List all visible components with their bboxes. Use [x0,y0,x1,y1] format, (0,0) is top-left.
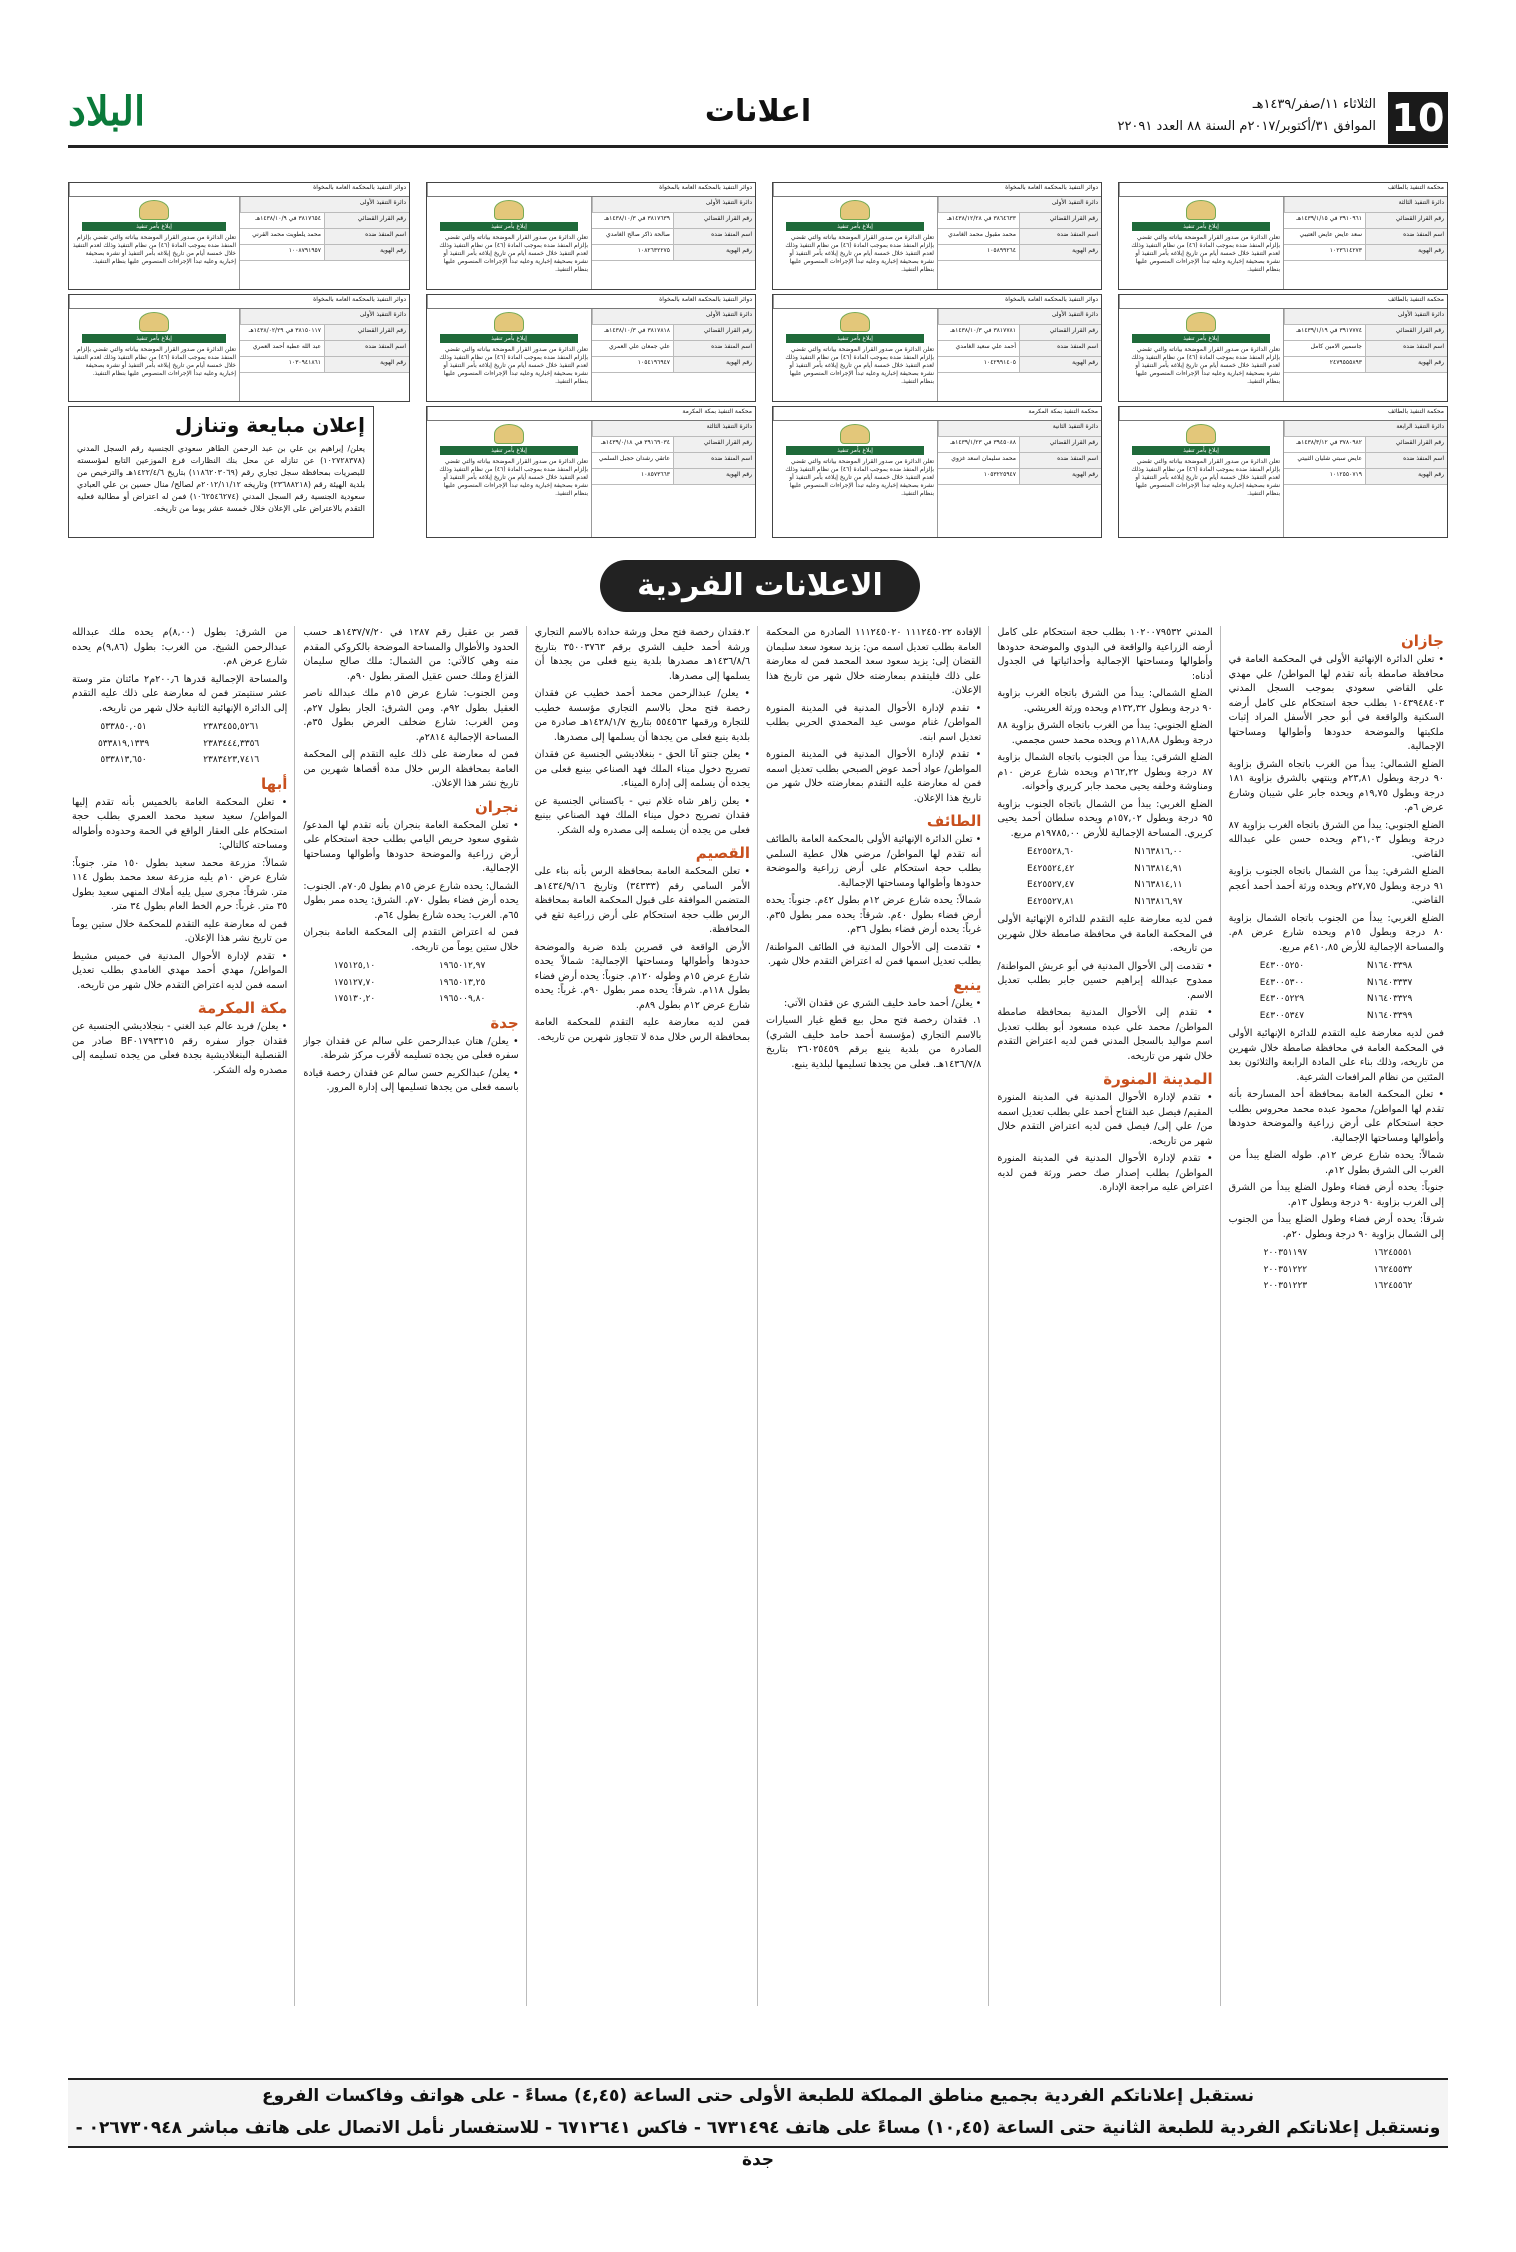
region-heading: ينبع [953,975,982,994]
coordinate-cell: ١٦٢٤٥٥٥١ [1373,1248,1413,1258]
coordinate-cell: ١٩٦٥٠١٣,٢٥ [438,977,486,988]
notice-id-number: ١٠٠٨٧٩١٩٥٧ [288,247,321,254]
ministry-seal-icon [494,312,524,332]
coordinate-cell: ١٦٢٤٥٥٣٢ [1373,1264,1413,1275]
ministry-seal-icon [840,424,870,444]
notice-circuit: دائرة التنفيذ الثالثة [592,421,755,436]
notice-circuit: دائرة التنفيذ الأولى [1284,309,1447,324]
coordinate-cell: ١٩٦٥٠٠٩,٨٠ [438,994,486,1004]
newspaper-logo: البلاد [68,88,146,135]
ministry-seal-icon [1186,200,1216,220]
table-row [303,958,518,975]
notice-case-label: رقم القرار القضائي [1019,437,1101,452]
coordinate-cell: ٢٠٠٣٥١٢٢٣ [1263,1281,1308,1291]
notice-case-label: رقم القرار القضائي [1365,437,1447,452]
notice-id-number: ١٠٥٤١٩٦٩٤٧ [637,359,670,366]
notice-circuit: دائرة التنفيذ الأولى [240,309,409,324]
notice-court: دوائر التنفيذ بالمحكمة العامة بالمخواة [69,295,409,308]
notice-name-label: اسم المنفذ ضده [324,229,409,244]
notice-table [239,197,409,289]
classifieds-column [993,626,1216,2006]
classified-paragraph: الضلع الشمالي: يبدأ من الشرق باتجاه الغرب بزاوية ٩٠ درجة وبطول ١٣٢,٣٢م ويحده ورثة العريشي. [997,688,1213,714]
classified-paragraph: • تقدم لإدارة الأحوال المدنية في المدينة المنورة المواطن/ عواد أحمد عوض الصبحي بطلب تعديل اسمه فمن له معارضة عليه التقدم بمعارضته خلال شهر من تاريخ هذا الإعلان. [766,749,982,804]
ministry-seal-icon [840,200,870,220]
notice-header [69,183,409,197]
notice-id-number: ١٠٤٢٩٩١٤٠٥ [983,359,1016,366]
transfer-announcement [68,406,374,538]
notice-seal-caption: إبلاغ بأمر تنفيذ [786,446,924,455]
notice-defendant-name: محمد يلطويت محمد القرني [252,231,321,238]
notice-id-number: ١٠٣٠٩٤١٨٦١ [288,359,321,366]
coordinate-cell: ١٧٥١٣٠,٢٠ [333,994,376,1004]
notice-id-label: رقم الهوية [673,469,755,484]
notice-id-label: رقم الهوية [324,245,409,260]
classified-paragraph: الإفادة ١١١٢٤٥٠٢٢ ١١١٢٤٥٠٢٠ الصادرة من المحكمة العامة بطلب تعديل اسمه من: يزيد سعود سعد سليمان القضان إلى: يزيد سعود سعد المحمد فمن له معارضة على ذلك فليتقدم بمعارضته خلال شهر من تاريخ هذا الإعلان. [766,627,982,696]
ministry-seal-icon [1186,424,1216,444]
notice-id-label: رقم الهوية [673,357,755,372]
notice-seal-caption: إبلاغ بأمر تنفيذ [786,334,924,343]
notice-id-label: رقم الهوية [1019,245,1101,260]
region-heading: مكة المكرمة [197,999,288,1017]
notice-seal-caption: إبلاغ بأمر تنفيذ [786,222,924,231]
notice-body-text: تعلن الدائرة من صدور القرار الموضحة بياناته والتي تقضي بإلزام المنفذ ضده بموجب المادة (٤٦) من نظام التنفيذ وذلك لعدم التنفيذ خلال خمسة أيام من تاريخ إبلاغه بأمر التنفيذ أو نشره بصحيفة إخبارية وعليه تبدأ الإجراءات المنصوص عليها بنظام التنفيذ. [439,234,588,273]
notice-case-label: رقم القرار القضائي [1365,213,1447,228]
notice-seal-caption: إبلاغ بأمر تنفيذ [1132,334,1270,343]
notice-case-number: ٣٨١٧٦٥٤ في ١٤٣٨/١٠/٩هـ [255,215,321,222]
classified-paragraph: ومن الجنوب: شارع عرض ١٥م ملك عبدالله ناصر العقيل بطول ٩٢م. ومن الشرق: الجار بطول ٢٧م. ومن الغرب: شارع ضخلف العرض بطول ٣٥م. المساحة الإجمالية ٢٨١٤م. [303,688,519,743]
classified-paragraph: • تعلن المحكمة العامة بمحافظة أحد المسارحة بأنه تقدم لها المواطن/ محمود عبده محمد محروس بطلب حجة استحكام على أرض زراعية والموضحة حدودها وأطوالها ومساحتها الإجمالية. [1228,1089,1444,1144]
coordinate-cell: ٢٣٨٣٤٢٣,٧٤١٦ [203,755,260,765]
classified-paragraph: الضلع الغربي: يبدأ من الشمال باتجاه الجنوب بزاوية ٩٥ درجة وبطول ١٥٧,٠٢م ويحده سلطان أحمد يحيى كريري. المساحة الإجمالية للأرض ١٩٧٨٥,٠٠م مربع. [997,798,1213,839]
footer-line-2: ونستقبل إعلاناتكم الفردية للطبعة الثانية حتى الساعة (١٠,٤٥) مساءً على هاتف ٦٧٣١٤٩٤ - فاكس ٦٧١٢٦٤١ - للاستفسار نأمل الاتصال على هاتف مباشر ٠٢٦٧٣٠٩٤٨ - جدة [75,2118,1441,2170]
table-row [1229,991,1444,1008]
notice-court: محكمة التنفيذ بمكة المكرمة [773,407,1101,420]
ministry-seal-icon [139,312,169,332]
coordinate-cell: N١٦٣٨١٤,٩١ [1134,863,1183,874]
page-number: 10 [1388,92,1448,144]
notice-court: دوائر التنفيذ بالمحكمة العامة بالمخواة [773,295,1101,308]
classifieds-column [531,626,754,2006]
notice-id-number: ١٠٥٣٢٢٥٩٤٧ [983,471,1016,478]
coordinate-cell: E٤٢٥٥٢٧,٨١ [1027,896,1075,907]
notice-court: محكمة التنفيذ بالطائف [1119,183,1447,196]
notice-defendant-name: صالحة ذاكر صالح الغامدي [606,231,670,238]
notice-seal-caption: إبلاغ بأمر تنفيذ [82,334,226,343]
execution-notice [772,294,1102,402]
coordinate-cell: E٤٢٥٥٢٨,٦٠ [1027,847,1075,857]
notice-court: محكمة التنفيذ بالطائف [1119,407,1447,420]
notice-body-text: تعلن الدائرة من صدور القرار الموضحة بياناته والتي تقضي بإلزام المنفذ ضده بموجب المادة (٤٦) من نظام التنفيذ وذلك لعدم التنفيذ خلال خمسة أيام من تاريخ إبلاغه بأمر التنفيذ أو نشره بصحيفة إخبارية وعليه تبدأ الإجراءات المنصوص عليها بنظام التنفيذ. [785,458,934,497]
coordinate-cell: ٥٣٣٨١٩,١٣٣٩ [97,738,150,749]
execution-notice [1118,182,1448,290]
coordinate-cell: N١٦٤٠٣٣٢٩ [1366,994,1413,1004]
issue-date-hijri: الثلاثاء ١١/صفر/١٤٣٩هـ [1252,97,1376,112]
notice-id-label: رقم الهوية [1019,357,1101,372]
coordinate-cell: E٤٣٠٠٥٣٤٧ [1259,1010,1305,1021]
notice-case-label: رقم القرار القضائي [1019,325,1101,340]
coordinate-cell: N١٦٣٨١٦,٩٧ [1134,896,1183,907]
table-row [1229,1245,1444,1262]
notice-defendant-name: محمد سليمان اسعد غزوي [951,455,1016,462]
classified-paragraph: من الشرق: بطول (٨,٠٠)م يحده ملك عبدالله عبدالرحمن الشيخ. من الغرب: بطول (٩,٨٦)م يحده شارع عرض ٨م. [72,627,288,667]
notice-header [1119,407,1447,421]
table-row [72,752,287,769]
classified-paragraph: المدني ١٠٢٠٠٧٩٥٣٢ بطلب حجة استحكام على كامل أرضه الزراعية والواقعة في البدوي والموضحة حدودها وأطوالها ومساحتها الإجمالية وأحداثياتها في الجدول أدناه: [997,627,1213,682]
notice-table [1283,309,1447,401]
classified-paragraph: • يعلن جنتو آنا الحق - بنغلاديشي الجنسية عن فقدان تصريح دخول ميناء الملك فهد الصناعي بينبع فعلى من يجده أن يسلمه إلى إدارة الميناء. [534,749,750,789]
notice-body-text: تعلن الدائرة من صدور القرار الموضحة بياناته والتي تقضي بإلزام المنفذ ضده بموجب المادة (٤٦) من نظام التنفيذ وذلك لعدم التنفيذ خلال خمسة أيام من تاريخ إبلاغه بأمر التنفيذ أو نشره بصحيفة إخبارية وعليه تبدأ الإجراءات المنصوص عليها بنظام التنفيذ. [1131,234,1280,273]
notice-court: دوائر التنفيذ بالمحكمة العامة بالمخواة [773,183,1101,196]
classifieds-column [762,626,985,2006]
transfer-text: يعلن/ إبراهيم بن علي بن عبد الرحمن الطاهر سعودي الجنسية رقم السجل المدني (١٠٢٧٢٨٣٧٨) عن تنازله عن محل بنك النظارات فرع الموزعين التابع لمؤسسته للبصريات بمحافظة سجل تجاري رقم (١١٨٦٢٠٣٠٦٩) بتاريخ ١٤٢٢/٤/٦هـ والترخيص من بلدية الهيئة رقم (٢٣٦٨٨٢١٨) وتاريخه ٢٠١٢/١١/١٢م لصالح/ منال حسين بن علي العبادي سعودية الجنسية رقم السجل المدني (١٠٦٢٥٤٦٢٧٤) فمن له اعتراض أو مطالبة فعليه التقدم بالاعتراض على الإعلان خلال خمسة عشر يوما من تاريخه. [77,444,365,513]
coordinate-cell: ٢٠٠٣٥١٢٢٢ [1263,1264,1308,1275]
coordinate-cell: ١٩٦٥٠١٢,٩٧ [438,961,486,971]
classified-paragraph: • تقدم لإدارة الأحوال المدنية في خميس مشيط المواطن/ مهدي أحمد مهدي الغامدي بطلب تعديل اسمه فمن لديه اعتراض التقدم خلال شهر من تاريخه. [72,950,288,991]
notice-court: محكمة التنفيذ بالطائف [1119,295,1447,308]
coordinate-cell: ٥٣٣٨١٣,٦٥٠ [100,755,147,765]
notice-seal-caption: إبلاغ بأمر تنفيذ [1132,446,1270,455]
notice-circuit: دائرة التنفيذ الرابعة [1284,421,1447,436]
table-row [303,975,518,992]
region-heading: القصيم [695,844,750,862]
notice-id-number: ٢٤٧٩٥٥٥٨٩٣ [1329,359,1362,366]
coordinate-cell: ٥٣٣٨٥٠,٠٥١ [100,722,147,732]
coordinate-cell: N١٦٣٨١٦,٠٠ [1134,847,1183,857]
table-row [1229,1262,1444,1279]
table-row [72,736,287,753]
notice-case-number: ٣٧٨٠٩٨٢ في ١٤٣٨/٣/١٢هـ [1296,439,1362,446]
classified-paragraph: • يعلن/ عبدالكريم حسن سالم عن فقدان رخصة قيادة باسمه فعلى من يجدها تسليمها إلى إدارة المرور. [303,1067,519,1093]
classified-paragraph: الضلع الجنوبي: يبدأ من الشرق باتجاه الغرب بزاوية ٨٧ درجة وبطول ٣١,٠٣م ويحده حسن علي عبدالله القاضي. [1228,819,1444,860]
classified-paragraph: • يعلن زاهر شاه غلام نبي - باكستاني الجنسية عن فقدان تصريح دخول ميناء الملك فهد الصناعي بينبع فعلى من يجده أن يسلمه إلى مصدره وله الشكر. [534,795,750,836]
notice-table [937,421,1101,537]
notice-case-label: رقم القرار القضائي [673,213,755,228]
notice-id-label: رقم الهوية [1365,357,1447,372]
notice-name-label: اسم المنفذ ضده [1019,453,1101,468]
notice-name-label: اسم المنفذ ضده [1365,229,1447,244]
notice-case-label: رقم القرار القضائي [1365,325,1447,340]
notice-body-text: تعلن الدائرة من صدور القرار الموضحة بياناته والتي تقضي بإلزام المنفذ ضده بموجب المادة (٤٦) من نظام التنفيذ وذلك لعدم التنفيذ خلال خمسة أيام من تاريخ إبلاغه بأمر التنفيذ أو نشره بصحيفة إخبارية وعليه تبدأ الإجراءات المنصوص عليها بنظام التنفيذ. [1131,346,1280,385]
region-heading: جازان [1400,632,1444,650]
notice-header [69,295,409,309]
notice-seal-caption: إبلاغ بأمر تنفيذ [1132,222,1270,231]
notice-circuit: دائرة التنفيذ الأولى [240,197,409,212]
table-row [1229,1278,1444,1295]
notice-table [937,309,1101,401]
notice-seal-caption: إبلاغ بأمر تنفيذ [440,446,578,455]
execution-notice [772,182,1102,290]
region-heading: نجران [474,797,519,816]
classified-paragraph: شرقاً: يحده أرض فضاء وطول الضلع يبدأ من الجنوب إلى الشمال بزاوية ٩٠ درجة وبطول ٢٠م. [1228,1214,1444,1240]
notice-name-label: اسم المنفذ ضده [673,453,755,468]
classified-paragraph: • يعلن/ عبدالرحمن محمد أحمد خطيب عن فقدان رخصة فتح محل بالاسم التجاري مؤسسة خطيب للتجارة ورقمها ٥٥٤٥٦٣ بتاريخ ١٤٢٨/١/٧هـ صادرة من بلدية ينبع فعلى من يجدها أن يسلمها إلى مصدرها. [534,688,750,743]
region-heading: جدة [490,1013,519,1032]
notice-table [591,309,755,401]
classified-paragraph: شمالاً: يحده شارع عرض ١٢م. طوله الضلع يبدأ من الغرب الى الشرق بطول ١٢م. [1228,1150,1444,1176]
region-heading: أبها [261,774,288,793]
issue-date-gregorian: الموافق ٣١/أكتوبر/٢٠١٧م السنة ٨٨ العدد ٢٢٠٩١ [1117,119,1376,134]
classified-paragraph: شمالاً: يحده شارع عرض ١٢م بطول ٤٢م. جنوباً: يحده أرض فضاء بطول ٤٠م. شرقاً: يحده ممر بطول ٣٥م. غرباً: يحده أرض فضاء بطول ٣٦م. [766,895,982,935]
section-title: اعلانات [704,94,812,129]
coordinate-cell: E٤٣٠٠٥٢٥٠ [1259,961,1305,971]
classified-paragraph: الضلع الشمالي: يبدأ من الغرب باتجاه الشرق بزاوية ٩٠ درجة وبطول ٢٣,٨١م وينتهي بالشرق بزاوية ١٨١ درجة وبطول ١٩,٧٥م ويحده جابر علي شيبان وشارع عرض ٦م. [1228,758,1444,813]
coordinate-cell: ١٧٥١٢٥,١٠ [333,961,376,971]
notice-circuit: دائرة التنفيذ الأولى [938,309,1101,324]
notice-name-label: اسم المنفذ ضده [1019,229,1101,244]
notice-id-label: رقم الهوية [673,245,755,260]
classified-paragraph: الضلع الجنوبي: يبدأ من الغرب باتجاه الشرق بزاوية ٨٨ درجة وبطول ١١٨,٨٨م ويحده محمد حسن مجممي. [997,720,1213,746]
region-heading: المدينة المنورة [1103,1070,1213,1088]
classified-paragraph: والمساحة الإجمالية قدرها ٢٠٠٫٦م٢ مائتان متر وستة عشر سنتيمتر فمن له معارضة على ذلك عليه التقدم إلى الدائرة الإنهائية الثانية خلال شهر من تاريخه. [72,673,288,714]
column-rule [526,626,527,2006]
notice-body-text: تعلن الدائرة من صدور القرار الموضحة بياناته والتي تقضي بإلزام المنفذ ضده بموجب المادة (٤٦) من نظام التنفيذ وذلك لعدم التنفيذ خلال خمسة أيام من تاريخ إبلاغه بأمر التنفيذ أو نشره بصحيفة إخبارية وعليه تبدأ الإجراءات المنصوص عليها بنظام التنفيذ. [72,346,236,377]
execution-notice [426,182,756,290]
notice-case-number: ٣٩١٧٧٧٤ في ١٤٣٩/١/١٩هـ [1296,327,1362,334]
notice-case-number: ٣٨١٧٨١٨ في ١٤٣٨/١٠/٣هـ [604,327,670,334]
notice-court: دوائر التنفيذ بالمحكمة العامة بالمخواة [69,183,409,196]
masthead [68,88,1448,148]
coordinate-cell: ١٧٥١٢٧,٧٠ [333,977,376,988]
notice-case-number: ٣٨١٧٦٣٩ في ١٤٣٨/١٠/٣هـ [604,215,670,222]
notice-name-label: اسم المنفذ ضده [673,341,755,356]
classified-paragraph: فمن لديه معارضة عليه التقدم للدائرة الإنهائية الأولى في المحكمة العامة في محافظة صامطة خلال شهرين من تاريخه. [997,914,1213,954]
notice-seal-caption: إبلاغ بأمر تنفيذ [440,334,578,343]
coordinate-cell: ١٦٢٤٥٥٦٢ [1373,1281,1413,1291]
notice-id-number: ١٠٥٨٩٩٢٦٤ [986,247,1016,254]
coordinate-cell: E٤٣٠٠٥٢٢٩ [1259,994,1305,1004]
notice-case-number: ٣٨١٥٠١١٧ في ١٤٣٨/٠٢/٢٩هـ [248,327,321,334]
notice-body-text: تعلن الدائرة من صدور القرار الموضحة بياناته والتي تقضي بإلزام المنفذ ضده بموجب المادة (٤٦) من نظام التنفيذ وذلك لعدم التنفيذ خلال خمسة أيام من تاريخ إبلاغه بأمر التنفيذ أو نشره بصحيفة إخبارية وعليه تبدأ الإجراءات المنصوص عليها بنظام التنفيذ. [1131,458,1280,497]
notice-id-number: ١٠٨٢٦٣٢٢٧٥ [637,247,670,254]
table-row [997,877,1212,894]
region-heading: الطائف [926,812,982,830]
ministry-seal-icon [139,200,169,220]
notice-defendant-name: عايض سبتي شليان الثبيتي [1297,455,1362,462]
notice-case-number: ٣٩١٠٩٦١ في ١٤٣٩/١/١٥هـ [1296,215,1362,222]
notice-defendant-name: أحمد علي سعيد الغامدي [955,343,1016,350]
classified-paragraph: ٢.فقدان رخصة فتح محل ورشة حدادة بالاسم التجاري ورشة أحمد خليف الشري برقم ٣٥٠٠٣٧٦٣ بتاريخ ١٤٣٦/٨/٦هـ مصدرها بلدية ينبع فعلى من يجدها أن يسلمها إلى مصدرها. [534,627,750,682]
classified-paragraph: فمن له معارضة عليه التقدم للمحكمة خلال ستين يوماً من تاريخ نشر هذا الإعلان. [72,918,288,944]
notice-body-text: تعلن الدائرة من صدور القرار الموضحة بياناته والتي تقضي بإلزام المنفذ ضده بموجب المادة (٤٦) من نظام التنفيذ وذلك لعدم التنفيذ خلال خمسة أيام من تاريخ إبلاغه بأمر التنفيذ أو نشره بصحيفة إخبارية وعليه تبدأ الإجراءات المنصوص عليها بنظام التنفيذ. [439,346,588,385]
notice-court: دوائر التنفيذ بالمحكمة العامة بالمخواة [427,183,755,196]
coordinate-cell: E٤٢٥٥٢٤,٤٢ [1027,863,1075,874]
execution-notice [68,182,410,290]
notice-table [1283,421,1447,537]
classifieds-column [299,626,522,2006]
classified-paragraph: • تعلن الدائرة الإنهائية الأولى في المحكمة العامة في محافظة صامطة بأنه تقدم لها المواطن/ علي مهدي علي القاضي سعودي بموجب السجل المدني ١٠٤٣٩٤٨٤٠٣ بطلب حجة استحكام على كامل أرضه السكنية والواقعة في أبو حجر الأسفل المراد إثبات ملكيتها والموضحة حدودها وأطوالها ومساحتها الإجمالية. [1228,654,1444,752]
notice-seal-caption: إبلاغ بأمر تنفيذ [82,222,226,231]
classifieds-column [1225,626,1448,2006]
notice-table [239,309,409,401]
coordinate-cell: ٢٣٨٣٤٥٥,٥٢٦١ [203,722,260,732]
coordinate-cell: E٤٢٥٥٢٧,٤٧ [1027,880,1075,890]
notice-case-label: رقم القرار القضائي [324,213,409,228]
classified-paragraph: ١. فقدان رخصة فتح محل بيع قطع غيار السيارات بالاسم التجاري (مؤسسة أحمد حامد خليف الشري) الصادرة من بلدية ينبع برقم ٣٦٠٢٥٤٥٩ بتاريخ ١٤٣٦/٧/٨هـ. فعلى من يجدها تسليمها لبلدية ينبع. [766,1015,982,1070]
table-row [303,991,518,1008]
column-rule [1220,626,1221,2006]
classified-paragraph: فمن لديه معارضة عليه التقدم للدائرة الإنهائية الأولى في المحكمة العامة في محافظة صامطة خلال شهرين من تاريخه، وذلك بناء على المادة الرابعة والثلاثون بعد المئتين من نظام المرافعات الشرعية. [1228,1028,1444,1083]
table-row [1229,1008,1444,1025]
classified-paragraph: الضلع الغربي: يبدأ من الجنوب باتجاه الشمال بزاوية ٨٠ درجة وبطول ١٥م ويحده شارع عرض ٨م. والمساحة الإجمالية للأرض ٤١٠,٨٥م مربع. [1228,912,1444,953]
notice-id-number: ١٠٢٣٦١٤٢٧٣ [1329,247,1362,254]
classified-paragraph: الشمال: يحده شارع عرض ١٥م بطول ٧٠٫٥م. الجنوب: يحده أرض فضاء بطول ٧٠م. الشرق: يحده ممر بطول ٦٥م. الغرب: يحده شارع بطول ٦٤م. [303,880,519,921]
notice-name-label: اسم المنفذ ضده [1365,453,1447,468]
notice-header [1119,295,1447,309]
notice-id-number: ١٠٨٥٧٣٦٦٣ [640,471,670,478]
notice-case-label: رقم القرار القضائي [1019,213,1101,228]
execution-notice [772,406,1102,538]
notice-case-label: رقم القرار القضائي [673,437,755,452]
notice-header [427,183,755,197]
notice-case-number: ٣٨٦٤٦٣٣ في ١٤٣٨/١٢/٢٨هـ [947,215,1016,222]
column-rule [757,626,758,2006]
execution-notice [426,294,756,402]
footer-line-1: نستقبل إعلاناتكم الفردية بجميع مناطق المملكة للطبعة الأولى حتى الساعة (٤,٤٥) مساءً - على هواتف وفاكسات الفروع [262,2086,1254,2106]
classifieds-column [68,626,291,2006]
notice-case-number: ٣٨١٧٧٨١ في ١٤٣٨/١٠/٣هـ [950,327,1016,334]
execution-notice [1118,406,1448,538]
classified-paragraph: • تقدم لإدارة الأحوال المدنية في المدينة المنورة المواطن/ بطلب إصدار صك حصر ورثة فمن لديه اعتراض عليه مراجعة الإدارة. [997,1153,1213,1193]
notice-body-text: تعلن الدائرة من صدور القرار الموضحة بياناته والتي تقضي بإلزام المنفذ ضده بموجب المادة (٤٦) من نظام التنفيذ وذلك لعدم التنفيذ خلال خمسة أيام من تاريخ إبلاغه بأمر التنفيذ أو نشره بصحيفة إخبارية وعليه تبدأ الإجراءات المنصوص عليها بنظام التنفيذ. [439,458,588,497]
notice-defendant-name: محمد مقبول محمد الغامدي [948,231,1016,238]
notice-header [1119,183,1447,197]
notice-court: دوائر التنفيذ بالمحكمة العامة بالمخواة [427,295,755,308]
coordinate-cell: ٢٠٠٣٥١١٩٧ [1263,1248,1308,1258]
classified-paragraph: • تقدم إلى الأحوال المدنية بمحافظة صامطة المواطن/ محمد علي عبده مسعود أبو بطلب تعديل اسم مواليد بالسجل المدني فمن لديه اعتراض التقدم خلال شهر من تاريخه. [997,1007,1213,1062]
notice-circuit: دائرة التنفيذ الثالثة [1284,197,1447,212]
coordinates-table [1229,958,1444,1024]
classified-paragraph: • تعلن المحكمة العامة بنجران بأنه تقدم لها المدعو/ شقوي سعود حريص اليامي بطلب حجة استحكام على أرض زراعية والموضحة حدودها وأطوالها ومساحتها الإجمالية. [303,819,519,874]
notice-header [773,295,1101,309]
notice-body-text: تعلن الدائرة من صدور القرار الموضحة بياناته والتي تقضي بإلزام المنفذ ضده بموجب المادة (٤٦) من نظام التنفيذ وذلك لعدم التنفيذ خلال خمسة أيام من تاريخ إبلاغه بأمر التنفيذ أو نشره بصحيفة إخبارية وعليه تبدأ الإجراءات المنصوص عليها بنظام التنفيذ. [72,234,236,265]
classified-paragraph: جنوباً: يحده أرض فضاء وطول الضلع يبدأ من الشرق إلى الغرب بزاوية ٩٠ درجة وبطول ١٣م. [1228,1182,1444,1208]
classified-paragraph: • تقدمت إلى الأحوال المدنية في أبو عريش المواطنة/ ممدوح عبدالله إبراهيم حسين جابر بطلب تعديل الاسم. [997,960,1213,1001]
footer-notice [68,2078,1448,2170]
classified-paragraph: • يعلن/ أحمد حامد خليف الشري عن فقدان الآتي: [783,997,982,1009]
execution-notice [68,294,410,402]
classifieds-columns [68,626,1448,2006]
classified-paragraph: • تعلن المحكمة العامة بمحافظة الرس بأنه بناء على الأمر السامي رقم (٣٤٣٣٣) وتاريخ ١٤٣٤/٩/١٦هـ المتضمن الموافقة على قبول المحكمة العامة بمحافظة الرس طلب حجة استحكام على أرض زراعية تقع في المحافظة. [534,866,750,935]
coordinates-table [1229,1245,1444,1295]
notice-defendant-name: علي جمعان علي العمري [608,343,670,350]
notice-id-label: رقم الهوية [1365,245,1447,260]
classified-paragraph: الضلع الشرقي: يبدأ من الجنوب باتجاه الشمال بزاوية ٨٧ درجة وبطول ١٦٢,٢٢م ويحده شارع عرض ١٠م ومناوشة وخلفه يحيى محمد جابر كريري وأخوانه. [997,752,1213,792]
notice-circuit: دائرة التنفيذ الأولى [938,197,1101,212]
coordinate-cell: N١٦٣٨١٤,١١ [1134,880,1183,890]
notice-name-label: اسم المنفذ ضده [324,341,409,356]
coordinates-table [303,958,518,1008]
coordinates-table [72,719,287,769]
notice-table [591,421,755,537]
notice-body-text: تعلن الدائرة من صدور القرار الموضحة بياناته والتي تقضي بإلزام المنفذ ضده بموجب المادة (٤٦) من نظام التنفيذ وذلك لعدم التنفيذ خلال خمسة أيام من تاريخ إبلاغه بأمر التنفيذ أو نشره بصحيفة إخبارية وعليه تبدأ الإجراءات المنصوص عليها بنظام التنفيذ. [785,346,934,385]
notice-defendant-name: سعد عايض عايض العتيبي [1299,231,1362,238]
classified-paragraph: • تقدم لإدارة الأحوال المدنية في المدينة المنورة المواطن/ غنام موسى عيد المحمدي الحربي بطلب تعديل اسم ابنه. [766,702,982,743]
classified-paragraph: فمن له اعتراض التقدم إلى المحكمة العامة بنجران خلال ستين يوماً من تاريخه. [303,927,519,953]
classified-paragraph: فمن لديه معارضة عليه التقدم للمحكمة العامة بمحافظة الرس خلال مدة لا تتجاوز شهرين من تاريخه. [534,1017,750,1043]
notice-court: محكمة التنفيذ بمكة المكرمة [427,407,755,420]
notice-defendant-name: عاتقي رشدان حجبل السلمي [598,455,670,462]
coordinate-cell: ٢٣٨٣٤٤٤,٣٣٥٦ [203,738,260,749]
classified-paragraph: • تقدمت إلى الأحوال المدنية في الطائف المواطنة/ بطلب تعديل اسمها فمن له اعتراض التقدم خلال شهر. [766,941,982,967]
classifieds-banner: الاعلانات الفردية [600,560,920,612]
notice-circuit: دائرة التنفيذ الثانية [938,421,1101,436]
notice-case-number: ٣٩١٦٩٠٣٤ في ١٤٣٩/٠/١٨هـ [601,439,670,446]
transfer-title: إعلان مبايعة وتنازل [174,413,365,437]
notice-circuit: دائرة التنفيذ الأولى [592,309,755,324]
ministry-seal-icon [840,312,870,332]
notice-id-number: ١٠١٢٥٥٠٧١٩ [1329,471,1362,478]
notice-header [773,183,1101,197]
coordinate-cell: N١٦٤٠٣٣٩٩ [1366,1010,1413,1021]
classified-paragraph: • يعلن/ هتان عبدالرحمن علي سالم عن فقدان جواز سفره فعلى من يجده تسليمه لأقرب مركز شرطة. [303,1035,519,1061]
column-rule [988,626,989,2006]
ministry-seal-icon [494,200,524,220]
classified-paragraph: شمالاً: مزرعة محمد سعيد بطول ١٥٠ متر. جنوباً: شارع عرض ١٠م يليه مزرعة سعد محمد بطول ١١٤ متر. شرقاً: مجرى سيل يليه أملاك المنهي سعيد بطول ٣٥ متر. غرباً: حرم الخط العام بطول ٣٤ متر. [72,857,288,912]
classified-paragraph: • تقدم لإدارة الأحوال المدنية في المدينة المنورة المقيم/ فيصل عبد الفتاح أحمد علي بطلب تعديل اسمه من/ علي إلى/ فيصل فمن لديه اعتراض التقدم خلال شهر من تاريخه. [997,1092,1213,1147]
execution-notice [1118,294,1448,402]
notice-name-label: اسم المنفذ ضده [1019,341,1101,356]
execution-notices-grid [68,182,1448,540]
notice-id-label: رقم الهوية [324,357,409,372]
classified-paragraph: الضلع الشرقي: يبدأ من الشمال باتجاه الجنوب بزاوية ٩١ درجة وبطول ٢٧,٧٥م ويحده ورثة أحمد أحمد أعجم القاضي. [1228,866,1444,906]
notice-seal-caption: إبلاغ بأمر تنفيذ [440,222,578,231]
classified-paragraph: • تعلن الدائرة الإنهائية الأولى بالمحكمة العامة بالطائف أنه تقدم لها المواطن/ مرضي هلال عطية السلمي بطلب حجة استحكام على أرض زراعية والموضحة حدودها وأطوالها ومساحتها الإجمالية. [766,834,982,889]
classified-paragraph: الأرض الواقعة في قصرين بلدة ضرية والموضحة حدودها وأطوالها ومساحتها الإجمالية: شمالاً يحده شارع عرض ١٥م وطوله ١٢٠م. جنوباً: يحده أرض فضاء بطول ١١٨م. شرقاً: يحده ممر بطول ٩٠م. غرباً: يحده شارع عرض ١٢م بطول ٨٩م. [534,941,750,1011]
table-row [997,894,1212,911]
ministry-seal-icon [1186,312,1216,332]
notice-table [937,197,1101,289]
notice-circuit: دائرة التنفيذ الأولى [592,197,755,212]
table-row [1229,958,1444,975]
notice-header [773,407,1101,421]
coordinate-cell: N١٦٤٠٣٣٣٧ [1366,977,1413,988]
table-row [997,861,1212,878]
notice-header [427,407,755,421]
classified-paragraph: فمن له معارضة على ذلك عليه التقدم إلى المحكمة العامة بمحافظة الرس خلال مدة أقصاها شهرين من تاريخ نشر هذا الإعلان. [303,749,519,789]
classified-paragraph: قصر بن عقيل رقم ١٢٨٧ في ١٤٣٧/٧/٢٠هـ حسب الحدود والأطوال والمساحة الموضحة بالكروكي المقدم منه وهي كالآتي: من الشمال: ملك صالح سليمان الفزاع وملك حسن عقيل الصقر بطول ٩٠م. [303,627,519,682]
ministry-seal-icon [494,424,524,444]
table-row [72,719,287,736]
notice-case-number: ٣٩٤٥٠٨٨ في ١٤٣٩/١/٢٣هـ [950,439,1016,446]
column-rule [294,626,295,2006]
execution-notice [426,406,756,538]
classified-paragraph: • يعلن/ فريد عالم عبد الغني - بنجلاديشي الجنسية عن فقدان جواز سفره رقم BF٠١٧٩٣٣١٥ صادر من القنصلية البنغلاديشية بجدة فعلى من يجده تسليمه إلى مصدره وله الشكر. [72,1021,288,1076]
notice-defendant-name: عبد الله عطية أحمد العمري [252,343,321,350]
coordinate-cell: N١٦٤٠٣٣٩٨ [1366,961,1413,971]
notice-case-label: رقم القرار القضائي [673,325,755,340]
notice-defendant-name: جاسمين الامين كامل [1310,343,1362,350]
coordinate-cell: E٤٣٠٠٥٣٠٠ [1259,977,1305,988]
notice-name-label: اسم المنفذ ضده [673,229,755,244]
notice-name-label: اسم المنفذ ضده [1365,341,1447,356]
table-row [1229,975,1444,992]
notice-table [591,197,755,289]
notice-id-label: رقم الهوية [1019,469,1101,484]
notice-id-label: رقم الهوية [1365,469,1447,484]
table-row [997,844,1212,861]
notice-case-label: رقم القرار القضائي [324,325,409,340]
notice-header [427,295,755,309]
classified-paragraph: • تعلن المحكمة العامة بالخميس بأنه تقدم إليها المواطن/ سعيد سعيد محمد العمري بطلب حجة استحكام على العقار الواقع في الحمة وحدوده وأطواله ومساحته كالتالي: [72,796,288,851]
coordinates-table [997,844,1212,910]
notice-body-text: تعلن الدائرة من صدور القرار الموضحة بياناته والتي تقضي بإلزام المنفذ ضده بموجب المادة (٤٦) من نظام التنفيذ وذلك لعدم التنفيذ خلال خمسة أيام من تاريخ إبلاغه بأمر التنفيذ أو نشره بصحيفة إخبارية وعليه تبدأ الإجراءات المنصوص عليها بنظام التنفيذ. [785,234,934,273]
notice-table [1283,197,1447,289]
